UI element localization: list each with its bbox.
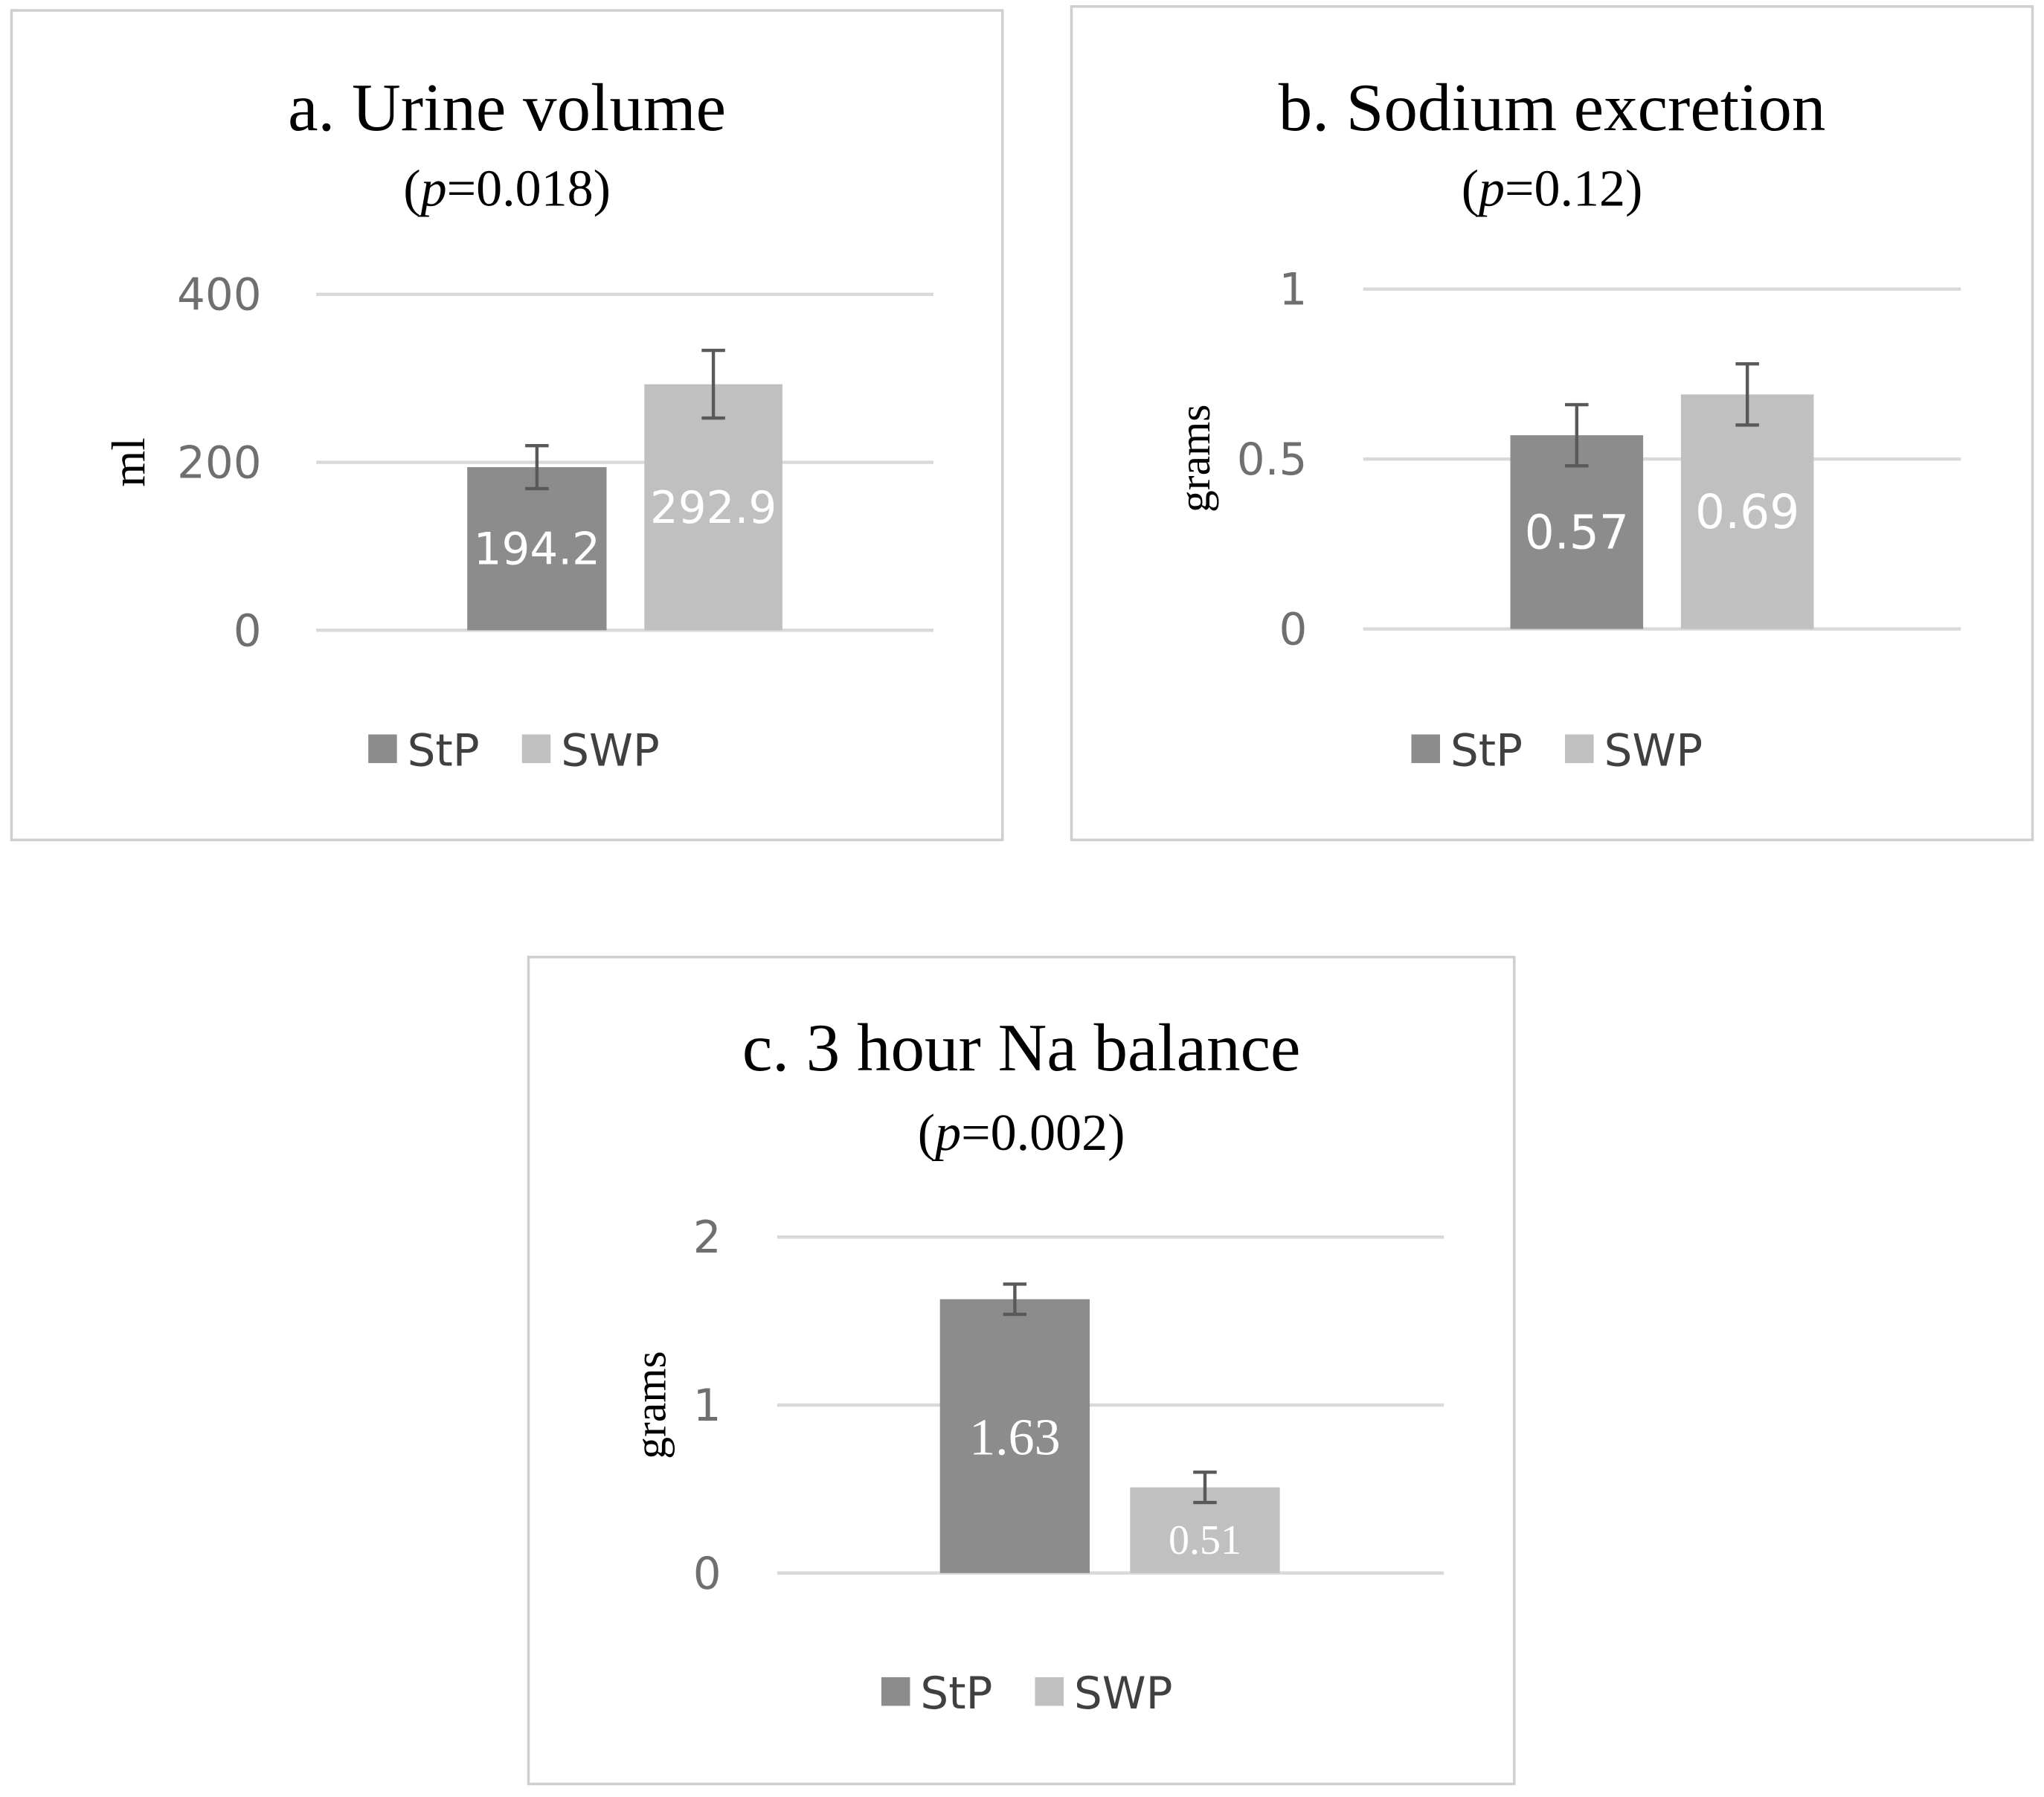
y-tick-label: 0 xyxy=(233,605,262,658)
subtitle-open: ( xyxy=(403,160,421,218)
legend-swatch-swp xyxy=(1035,1677,1064,1706)
data-label: 0.69 xyxy=(1694,485,1800,540)
chart-subtitle xyxy=(918,1105,1125,1162)
y-tick-label: 400 xyxy=(176,269,262,321)
chart-subtitle xyxy=(1462,161,1643,218)
data-label: 292.9 xyxy=(649,482,777,534)
chart-panel-a xyxy=(11,10,1002,840)
subtitle-value: =0.018) xyxy=(446,160,611,218)
legend-label: StP xyxy=(1450,725,1523,777)
chart-panel-b xyxy=(1072,7,2033,840)
chart-title: a. Urine volume xyxy=(288,70,727,146)
chart-panel-c xyxy=(528,957,1514,1784)
subtitle-p: p xyxy=(935,1104,962,1162)
legend-label: StP xyxy=(920,1668,993,1720)
data-label: 0.51 xyxy=(1168,1517,1241,1563)
subtitle-open: ( xyxy=(917,1104,936,1162)
y-tick-label: 0.5 xyxy=(1236,434,1308,486)
legend-swatch-stp xyxy=(881,1677,910,1706)
subtitle-p: p xyxy=(420,160,447,218)
subtitle-value: =0.002) xyxy=(961,1104,1125,1162)
legend-swatch-stp xyxy=(368,734,397,763)
legend-label: StP xyxy=(407,725,480,777)
data-label: 194.2 xyxy=(473,524,601,576)
y-tick-label: 1 xyxy=(692,1380,721,1433)
chart-title: c. 3 hour Na balance xyxy=(742,1010,1301,1086)
legend-swatch-swp xyxy=(1565,734,1594,763)
y-axis-label: grams xyxy=(1170,404,1220,512)
legend-swatch-stp xyxy=(1411,734,1440,763)
y-tick-label: 0 xyxy=(692,1548,721,1600)
y-tick-label: 200 xyxy=(176,437,262,489)
data-label: 1.63 xyxy=(969,1409,1061,1467)
y-tick-label: 0 xyxy=(1279,604,1308,656)
subtitle-value: =0.12) xyxy=(1505,160,1643,218)
legend-label: SWP xyxy=(561,725,660,777)
legend-label: SWP xyxy=(1074,1668,1173,1720)
chart-title: b. Sodium excretion xyxy=(1278,70,1826,146)
y-axis-label: grams xyxy=(626,1351,675,1459)
subtitle-open: ( xyxy=(1461,160,1479,218)
legend-label: SWP xyxy=(1604,725,1703,777)
data-label: 0.57 xyxy=(1524,505,1629,560)
legend-swatch-swp xyxy=(522,734,551,763)
y-axis-label: ml xyxy=(103,437,155,487)
subtitle-p: p xyxy=(1479,160,1505,218)
y-tick-label: 1 xyxy=(1279,264,1308,316)
y-tick-label: 2 xyxy=(692,1212,721,1264)
chart-subtitle xyxy=(403,161,611,218)
